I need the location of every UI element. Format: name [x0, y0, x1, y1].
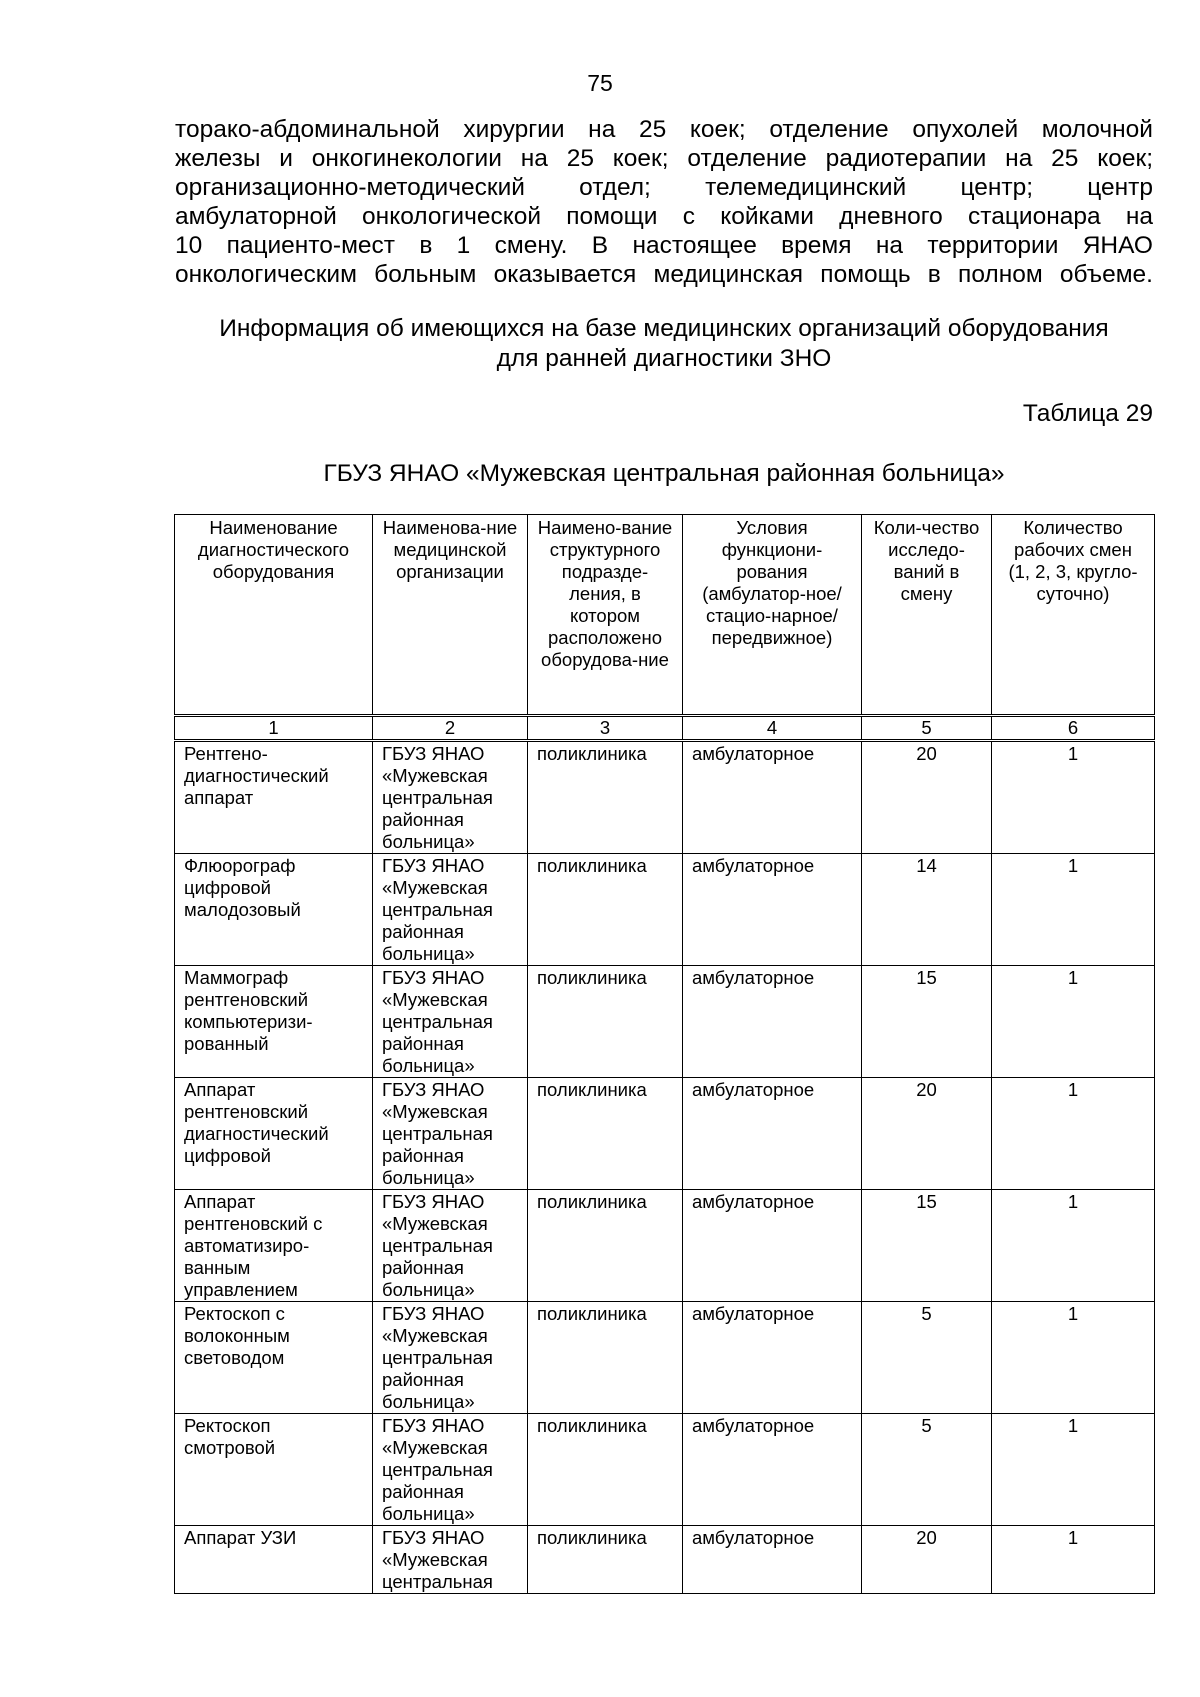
equipment-cell: Аппарат рентгеновский с автоматизиро-ванным управлением [175, 1190, 373, 1302]
conditions-cell: амбулаторное [683, 1526, 862, 1594]
column-number: 6 [992, 716, 1155, 741]
shifts-cell: 1 [992, 1190, 1155, 1302]
section-title-line: Информация об имеющихся на базе медицинских организаций оборудования [219, 315, 1109, 342]
studies-cell: 14 [862, 854, 992, 966]
paragraph-line: организационно-методический отдел; телемедицинский центр; центр [175, 174, 1153, 201]
equipment-cell: Ректоскоп с волоконным световодом [175, 1302, 373, 1414]
paragraph-line: железы и онкогинекологии на 25 коек; отделение радиотерапии на 25 коек; [175, 145, 1153, 172]
shifts-cell: 1 [992, 854, 1155, 966]
conditions-cell: амбулаторное [683, 1414, 862, 1526]
column-header: Условия функциони-рования (амбулатор-ное/стацио-нарное/ передвижное) [683, 515, 862, 716]
shifts-cell: 1 [992, 1414, 1155, 1526]
column-number: 4 [683, 716, 862, 741]
studies-cell: 20 [862, 1526, 992, 1594]
studies-cell: 5 [862, 1302, 992, 1414]
unit-cell: поликлиника [528, 1526, 683, 1594]
conditions-cell: амбулаторное [683, 1302, 862, 1414]
equipment-cell: Флюорограф цифровой малодозовый [175, 854, 373, 966]
equipment-table-wrapper [174, 514, 1154, 1594]
column-header: Наименова-ние медицинской организации [373, 515, 528, 716]
equipment-cell: Аппарат УЗИ [175, 1526, 373, 1594]
column-header: Коли-чество исследо-ваний в смену [862, 515, 992, 716]
organization-cell: ГБУЗ ЯНАО «Мужевская центральная районная больница» [373, 1190, 528, 1302]
table-row [175, 854, 1155, 966]
equipment-cell: Маммограф рентгеновский компьютеризи-рованный [175, 966, 373, 1078]
organization-cell: ГБУЗ ЯНАО «Мужевская центральная районная больница» [373, 741, 528, 854]
table-row [175, 741, 1155, 854]
unit-cell: поликлиника [528, 1414, 683, 1526]
organization-cell: ГБУЗ ЯНАО «Мужевская центральная районная больница» [373, 1414, 528, 1526]
conditions-cell: амбулаторное [683, 1190, 862, 1302]
page-number: 75 [587, 70, 613, 96]
column-header: Наименование диагностического оборудования [175, 515, 373, 716]
column-number: 1 [175, 716, 373, 741]
equipment-table [174, 514, 1155, 1594]
organization-cell: ГБУЗ ЯНАО «Мужевская центральная районная больница» [373, 1302, 528, 1414]
equipment-cell: Ректоскоп смотровой [175, 1414, 373, 1526]
table-row [175, 1414, 1155, 1526]
studies-cell: 20 [862, 1078, 992, 1190]
column-header: Количество рабочих смен (1, 2, 3, кругло-суточно) [992, 515, 1155, 716]
table-row [175, 1078, 1155, 1190]
shifts-cell: 1 [992, 1302, 1155, 1414]
column-number-row [175, 716, 1155, 741]
unit-cell: поликлиника [528, 741, 683, 854]
equipment-cell: Рентгено-диагностический аппарат [175, 741, 373, 854]
table-header-row [175, 515, 1155, 716]
column-number: 5 [862, 716, 992, 741]
studies-cell: 15 [862, 1190, 992, 1302]
section-title [175, 314, 1153, 374]
table-label: Таблица 29 [1022, 400, 1153, 427]
shifts-cell: 1 [992, 1078, 1155, 1190]
paragraph-line: торако-абдоминальной хирургии на 25 коек; отделение опухолей молочной [175, 116, 1153, 143]
studies-cell: 20 [862, 741, 992, 854]
equipment-cell: Аппарат рентгеновский диагностический цифровой [175, 1078, 373, 1190]
conditions-cell: амбулаторное [683, 1078, 862, 1190]
paragraph-line: 10 пациенто-мест в 1 смену. В настоящее время на территории ЯНАО [175, 232, 1153, 259]
conditions-cell: амбулаторное [683, 741, 862, 854]
conditions-cell: амбулаторное [683, 966, 862, 1078]
unit-cell: поликлиника [528, 966, 683, 1078]
unit-cell: поликлиника [528, 854, 683, 966]
column-header: Наимено-вание структурного подразде-ления, в котором расположено оборудова-ние [528, 515, 683, 716]
organization-cell: ГБУЗ ЯНАО «Мужевская центральная районная больница» [373, 854, 528, 966]
shifts-cell: 1 [992, 1526, 1155, 1594]
studies-cell: 15 [862, 966, 992, 1078]
table-row [175, 966, 1155, 1078]
organization-cell: ГБУЗ ЯНАО «Мужевская центральная районная больница» [373, 966, 528, 1078]
column-number: 2 [373, 716, 528, 741]
table-row [175, 1526, 1155, 1594]
table-row [175, 1302, 1155, 1414]
shifts-cell: 1 [992, 966, 1155, 1078]
unit-cell: поликлиника [528, 1190, 683, 1302]
paragraph-line: амбулаторной онкологической помощи с койками дневного стационара на [175, 203, 1153, 230]
table-caption: ГБУЗ ЯНАО «Мужевская центральная районная больница» [323, 460, 1005, 487]
table-row [175, 1190, 1155, 1302]
conditions-cell: амбулаторное [683, 854, 862, 966]
organization-cell: ГБУЗ ЯНАО «Мужевская центральная районная больница» [373, 1078, 528, 1190]
studies-cell: 5 [862, 1414, 992, 1526]
unit-cell: поликлиника [528, 1302, 683, 1414]
shifts-cell: 1 [992, 741, 1155, 854]
column-number: 3 [528, 716, 683, 741]
section-title-line: для ранней диагностики ЗНО [496, 345, 832, 372]
paragraph-line: онкологическим больным оказывается медицинская помощь в полном объеме. [175, 261, 1153, 288]
organization-cell: ГБУЗ ЯНАО «Мужевская центральная [373, 1526, 528, 1594]
unit-cell: поликлиника [528, 1078, 683, 1190]
body-paragraph [175, 115, 1153, 289]
